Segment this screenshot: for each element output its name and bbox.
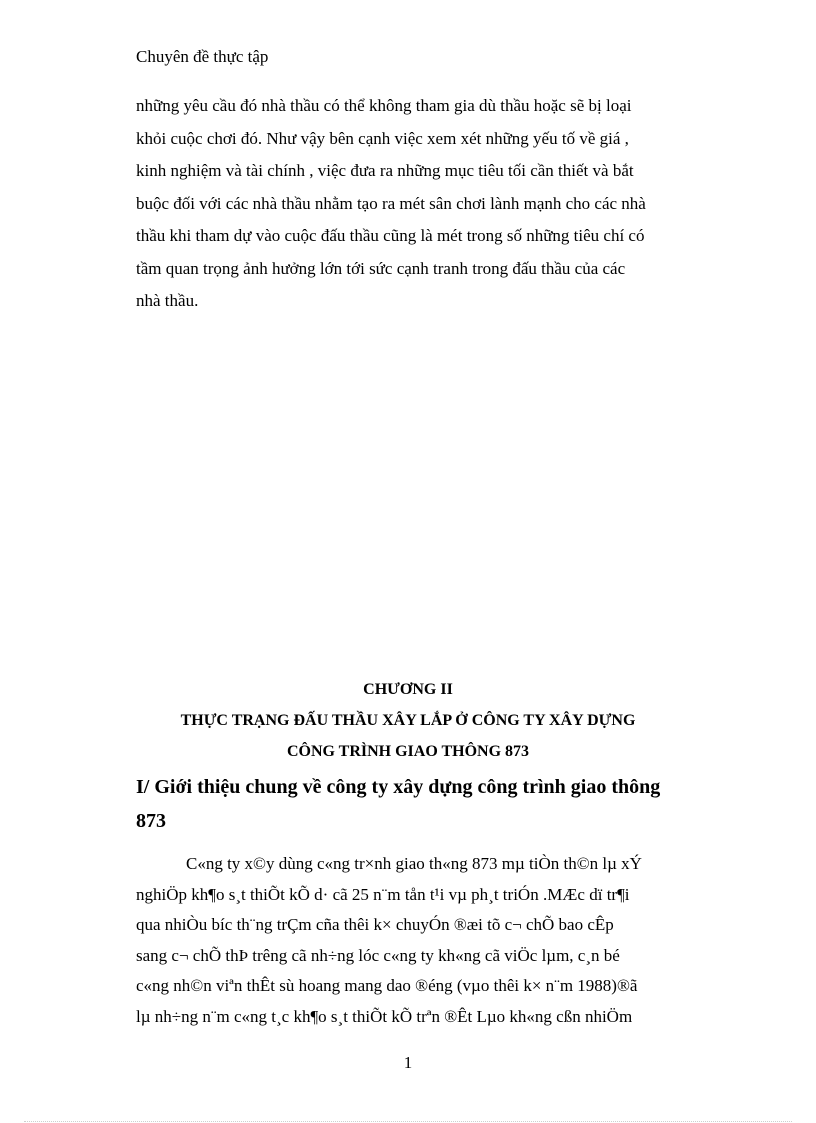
page-number: 1 [403, 1053, 413, 1072]
running-header: Chuyên đề thực tập [136, 47, 269, 66]
body-line: qua nhiÒu bíc th¨ng trÇm cña thêi k× chuyÓn ®æi tõ c¬ chÕ bao cÊp [136, 915, 614, 934]
chapter-title-line: THỰC TRẠNG ĐẤU THẦU XÂY LẮP Ở CÔNG TY XÂY DỰNG [180, 712, 636, 729]
body-paragraph [136, 849, 642, 1032]
page-bottom-divider [24, 1121, 792, 1122]
section-heading-line: I/ Giới thiệu chung về công ty xây dựng công trình giao thông [136, 776, 661, 798]
intro-line: tầm quan trọng ảnh hưởng lớn tới sức cạnh tranh trong đấu thầu của các [136, 258, 626, 278]
body-line: lµ nh÷ng n¨m c«ng t¸c kh¶o s¸t thiÕt kÕ trªn ®Êt Lµo kh«ng cßn nhiÖm [136, 1006, 633, 1026]
intro-line: nhà thầu. [136, 291, 199, 310]
intro-line: kinh nghiệm và tài chính , việc đưa ra những mục tiêu tối cần thiết và bắt [136, 161, 634, 180]
intro-line: buộc đối với các nhà thầu nhằm tạo ra mét sân chơi lành mạnh cho các nhà [136, 193, 646, 213]
intro-line: những yêu cầu đó nhà thầu có thể không tham gia dù thầu hoặc sẽ bị loại [136, 96, 632, 115]
section-heading-line: 873 [136, 810, 166, 832]
body-line: sang c¬ chÕ thÞ trêng cã nh÷ng lóc c«ng ty kh«ng cã viÖc lµm, c¸n bé [136, 945, 620, 965]
chapter-title-line: CÔNG TRÌNH GIAO THÔNG 873 [286, 743, 530, 760]
body-line: c«ng nh©n viªn thÊt sù hoang mang dao ®éng (vµo thêi k× n¨m 1988)®ã [136, 976, 638, 995]
intro-line: thầu khi tham dự vào cuộc đấu thầu cũng là mét trong số những tiêu chí có [136, 226, 645, 245]
intro-line: khỏi cuộc chơi đó. Như vậy bên cạnh việc xem xét những yếu tố về giá , [136, 128, 629, 148]
chapter-heading [0, 674, 816, 767]
body-line: nghiÖp kh¶o s¸t thiÕt kÕ d· cã 25 n¨m tån t¹i vµ ph¸t triÓn .MÆc dï tr¶i [136, 884, 630, 904]
chapter-number: CHƯƠNG II [363, 681, 453, 698]
intro-paragraph [136, 90, 714, 318]
body-line: C«ng ty x©y dùng c«ng tr×nh giao th«ng 873 mµ tiÒn th©n lµ xÝ [186, 854, 642, 873]
section-heading [136, 770, 660, 838]
